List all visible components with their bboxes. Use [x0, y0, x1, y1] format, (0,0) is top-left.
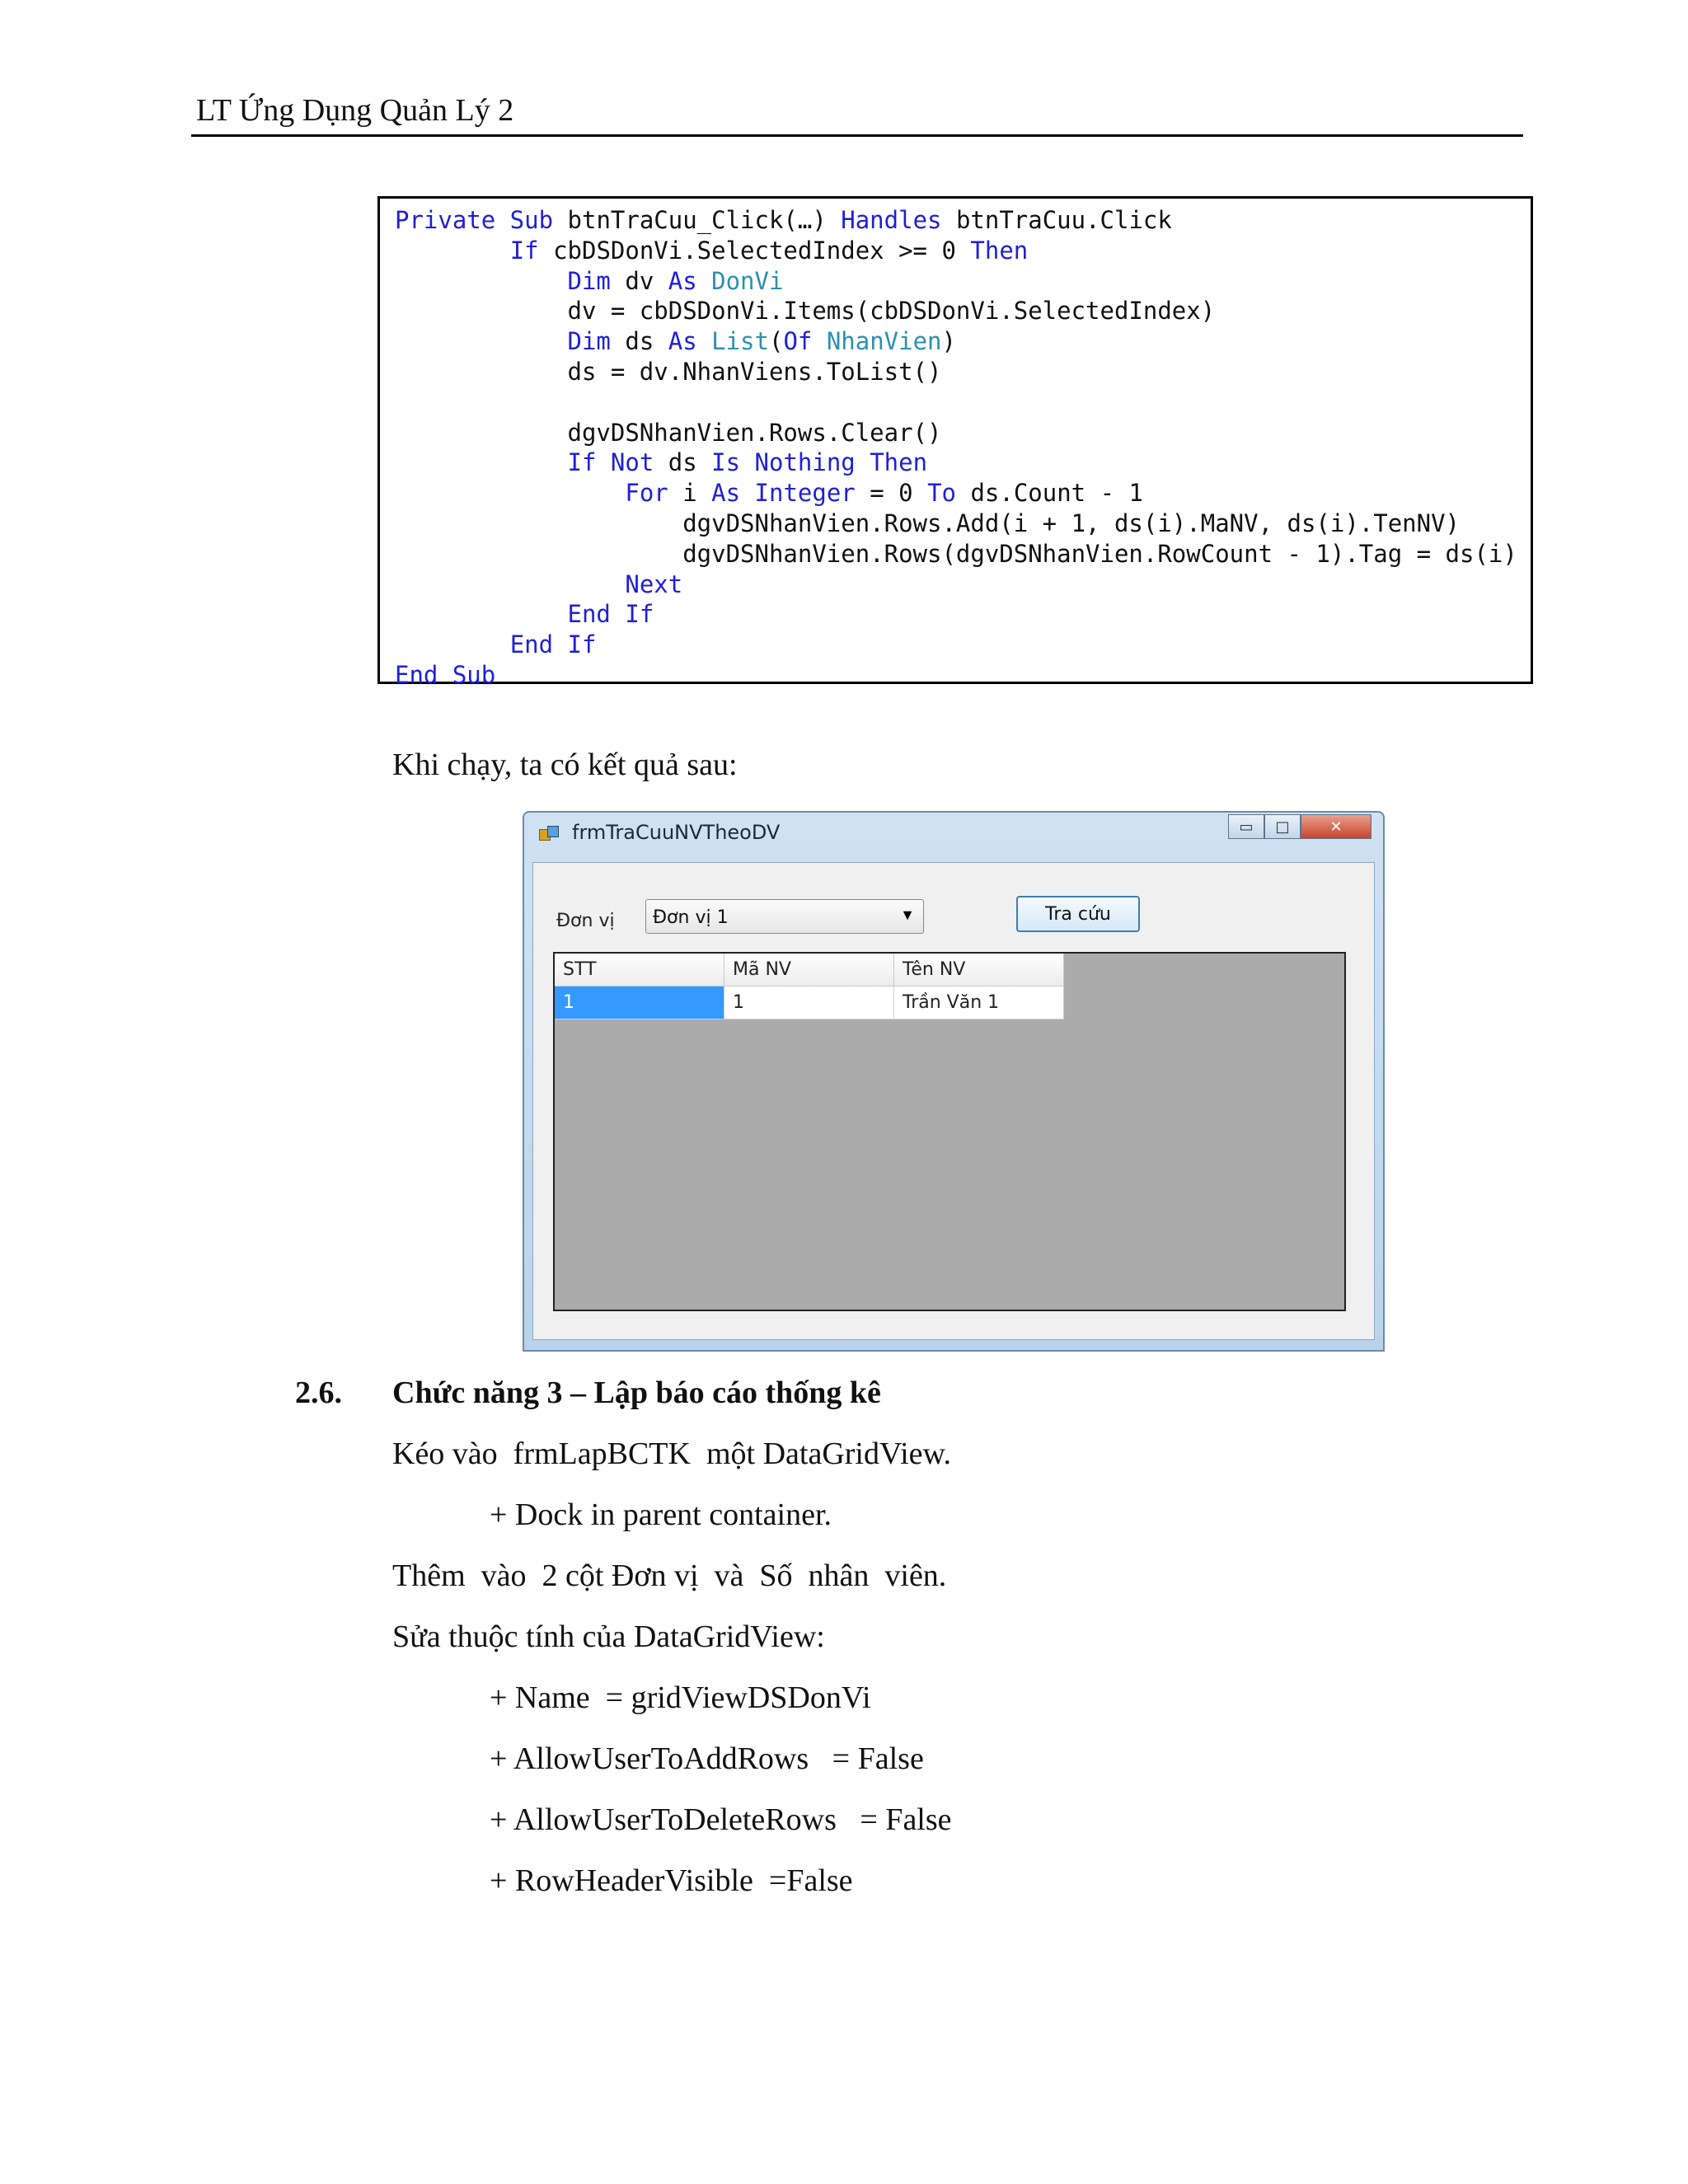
code-line — [395, 539, 1517, 569]
code-token: = 0 — [855, 479, 928, 508]
code-token: ( — [768, 327, 784, 356]
code-token: If — [567, 448, 597, 477]
body-line: Thêm vào 2 cột Đơn vị và Số nhân viên. — [392, 1558, 947, 1593]
grid-cell-stt[interactable]: 1 — [555, 987, 724, 1019]
code-token: dgvDSNhanVien.Rows.Add(i + 1, ds(i).MaNV, ds(i).TenNV) — [395, 509, 1461, 537]
code-token: To — [927, 479, 956, 508]
code-token — [395, 267, 568, 295]
code-line — [395, 569, 682, 599]
code-token: i — [668, 479, 712, 508]
code-token: btnTraCuu_Click(…) — [553, 206, 842, 234]
page-header-title: LT Ứng Dụng Quản Lý 2 — [196, 93, 514, 128]
code-line — [395, 660, 495, 690]
code-token: ) — [941, 327, 956, 356]
code-line — [395, 599, 654, 629]
code-token — [596, 448, 610, 476]
code-line — [395, 326, 956, 356]
section-number: 2.6. — [295, 1376, 342, 1410]
code-token: Of — [783, 327, 813, 356]
minimize-button[interactable]: ▭ — [1228, 814, 1264, 839]
code-line — [395, 509, 1460, 538]
code-token: For — [625, 479, 668, 508]
code-token: Next — [625, 569, 683, 598]
code-token: As — [668, 327, 697, 356]
code-token — [395, 448, 568, 476]
code-token — [697, 327, 711, 355]
body-line: + AllowUserToDeleteRows = False — [490, 1802, 952, 1837]
section-title: Chức năng 3 – Lập báo cáo thống kê — [392, 1376, 881, 1410]
code-token — [395, 327, 568, 355]
grid-header-stt[interactable]: STT — [555, 954, 724, 987]
app-icon — [539, 826, 559, 842]
caption-buttons — [1228, 814, 1372, 841]
code-line — [395, 418, 941, 448]
code-line — [395, 296, 1215, 326]
code-line — [395, 266, 783, 296]
code-line — [395, 236, 1028, 265]
code-token: If — [509, 236, 539, 265]
body-line: Kéo vào frmLapBCTK một DataGridView. — [392, 1436, 952, 1471]
code-line — [395, 448, 927, 477]
code-token: Then — [870, 448, 928, 477]
code-block — [377, 196, 1533, 689]
code-token — [697, 267, 711, 295]
code-token — [812, 327, 826, 355]
code-token — [395, 630, 510, 658]
combo-selected-value: Đơn vị 1 — [653, 907, 729, 928]
code-token: Private Sub — [395, 206, 554, 234]
code-token: ds.Count - 1 — [955, 479, 1143, 508]
code-token — [395, 570, 625, 598]
header-rule — [191, 134, 1523, 137]
code-token — [395, 237, 510, 265]
code-token: List — [711, 327, 769, 356]
code-line — [395, 478, 1143, 508]
window-title: frmTraCuuNVTheoDV — [572, 821, 781, 844]
code-token: cbDSDonVi.SelectedIndex >= 0 — [538, 236, 971, 265]
code-token: Integer — [754, 479, 856, 508]
body-line: Sửa thuộc tính của DataGridView: — [392, 1619, 825, 1654]
nhanvien-grid[interactable] — [553, 952, 1346, 1311]
code-token: Not — [610, 448, 654, 477]
code-token: End If — [509, 630, 597, 659]
donvi-combobox[interactable] — [645, 899, 924, 934]
code-token: dv = cbDSDonVi.Items(cbDSDonVi.SelectedIndex) — [395, 297, 1216, 326]
code-token — [856, 448, 870, 476]
code-token: End If — [567, 600, 654, 629]
code-token: NhanVien — [826, 327, 942, 356]
grid-header-manv[interactable]: Mã NV — [724, 954, 894, 987]
code-line — [395, 357, 941, 387]
grid-header-tennv[interactable]: Tên NV — [894, 954, 1064, 987]
code-token: Then — [970, 236, 1029, 265]
code-token: btnTraCuu.Click — [941, 206, 1172, 234]
window-titlebar[interactable] — [524, 813, 1383, 849]
code-token — [740, 448, 754, 476]
code-token: Handles — [841, 206, 942, 234]
code-token: dv — [610, 266, 668, 295]
code-line — [395, 630, 596, 659]
body-line: + Dock in parent container. — [490, 1497, 832, 1532]
code-token: End Sub — [395, 661, 496, 689]
body-line: + RowHeaderVisible =False — [490, 1863, 853, 1898]
code-token: Nothing — [754, 448, 856, 477]
code-token: ds — [610, 327, 668, 356]
code-token: ds = dv.NhanViens.ToList() — [395, 358, 942, 386]
donvi-label: Đơn vị — [556, 911, 615, 931]
grid-cell-tennv[interactable]: Trần Văn 1 — [894, 987, 1064, 1019]
maximize-button[interactable]: □ — [1264, 814, 1301, 839]
close-button[interactable]: ✕ — [1301, 814, 1372, 839]
code-token: As — [711, 479, 741, 508]
code-token: Dim — [567, 266, 611, 295]
intro-paragraph: Khi chạy, ta có kết quả sau: — [392, 748, 738, 782]
body-line: + AllowUserToAddRows = False — [490, 1741, 924, 1776]
grid-cell-manv[interactable]: 1 — [724, 987, 894, 1019]
code-token — [395, 479, 625, 507]
code-token: Dim — [567, 327, 611, 356]
code-token: Is — [711, 448, 741, 477]
code-token: DonVi — [711, 266, 784, 295]
code-line — [395, 205, 1172, 235]
code-token: dgvDSNhanVien.Rows.Clear() — [395, 418, 942, 447]
code-token — [740, 479, 754, 507]
code-token — [395, 600, 568, 628]
code-token: dgvDSNhanVien.Rows(dgvDSNhanVien.RowCount - 1).Tag = ds(i) — [395, 539, 1517, 568]
code-token: ds — [654, 448, 712, 477]
code-token: As — [668, 266, 697, 295]
chevron-down-icon[interactable]: ▼ — [900, 907, 915, 923]
tracuu-button[interactable]: Tra cứu — [1016, 896, 1140, 932]
app-window — [523, 811, 1385, 1352]
body-line: + Name = gridViewDSDonVi — [490, 1680, 871, 1715]
window-client-area — [532, 862, 1375, 1340]
